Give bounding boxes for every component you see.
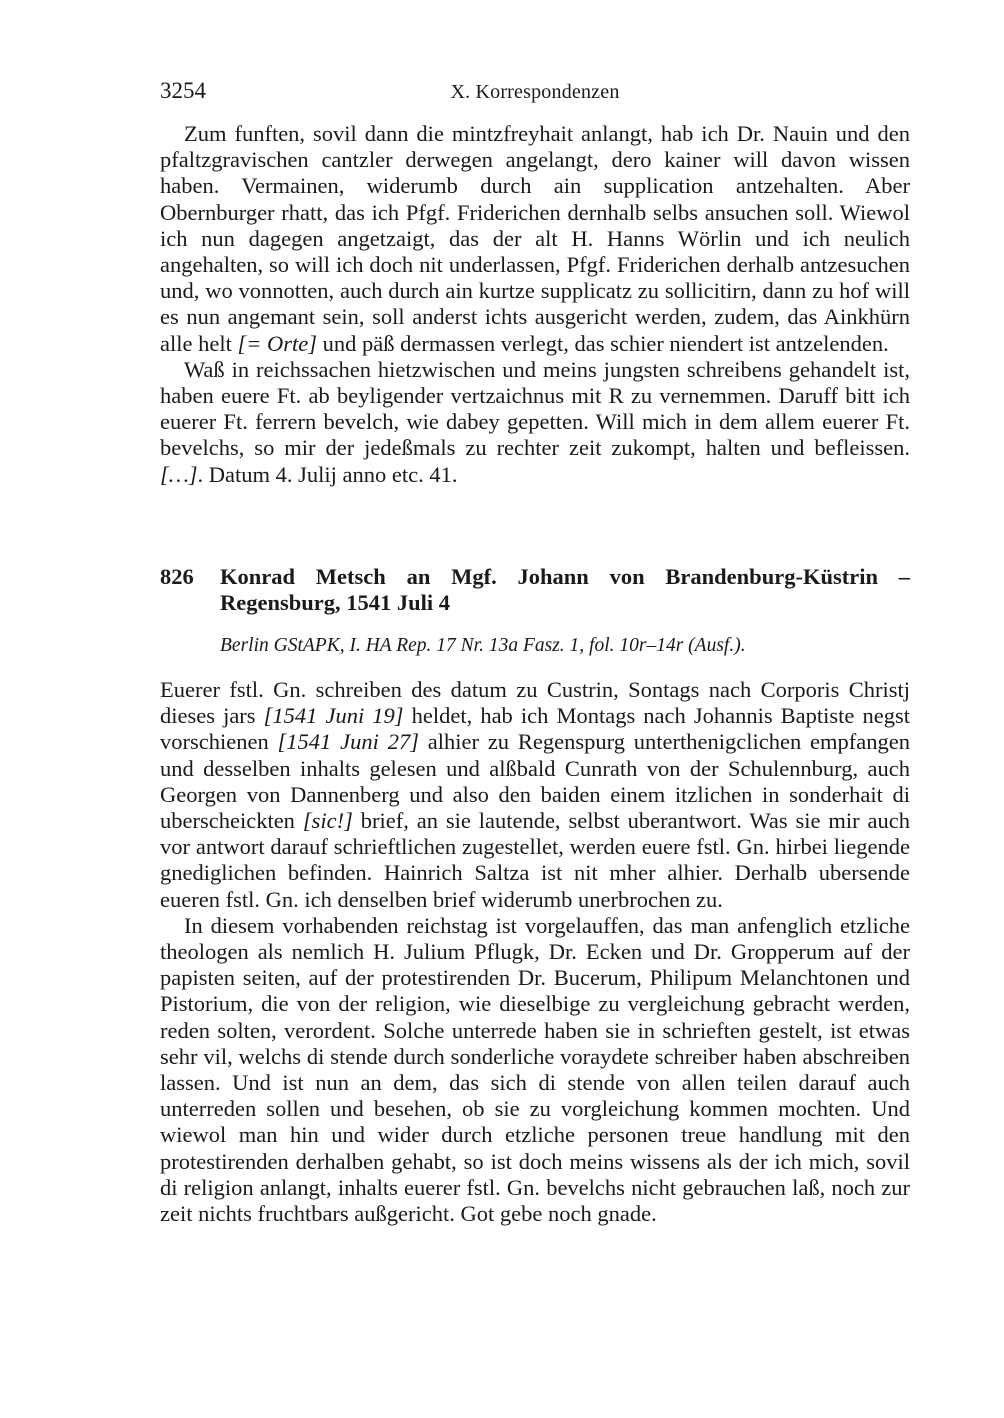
paragraph bbox=[160, 913, 910, 1227]
paragraph bbox=[160, 677, 910, 913]
text-run: und päß dermassen verlegt, das schier niendert ist antzelenden. bbox=[317, 330, 889, 356]
running-head: X. Korrespondenzen bbox=[450, 81, 620, 103]
document-heading bbox=[160, 564, 910, 616]
text-run: In diesem vorhabenden reichstag ist vorgelauffen, das man anfenglich etzliche theologen als nemlich H. Julium Pflugk, Dr. Ecken und Dr. Gropperum auf der papisten seiten, auf der protestirenden Dr. Bucerum, Philipum Melanchtonen und Pistorium, die von der religion, wie dieselbige zu vergleichung gebracht werden, reden solten, verordent. Solche unterrede haben sie in schrieften gestelt, ist etwas sehr vil, welchs di stende durch sonderliche voraydete schreiber haben abschreiben lassen. Und ist nun an dem, das sich di stende von allen teilen darauf auch unterreden sollen und besehen, ob sie zu vorgleichung kommen mochten. Und wiewol man hin und wider durch etzliche personen treue handlung mit den protestirenden derhalben gehabt, so ist doch meins wissens als der ich mich, sovil di religion anlangt, inhalts euerer fstl. Gn. bevelchs nicht gebrauchen laß, noch zur zeit nichts fruchtbars außgericht. Got gebe noch gnade. bbox=[160, 912, 910, 1227]
editorial-note: [1541 Juni 27] bbox=[277, 729, 419, 755]
document-number: 826 bbox=[160, 564, 194, 589]
document-title: Konrad Metsch an Mgf. Johann von Brandenburg-Küstrin – Regensburg, 1541 Juli 4 bbox=[220, 564, 910, 616]
text-run: Zum funften, sovil dann die mintzfreyhait anlangt, hab ich Dr. Nauin und den pfaltzgravischen cantzler derwegen angelangt, dero kainer will davon wissen haben. Vermainen, widerumb durch ain supplication antzehalten. Aber Obernburger rhatt, das ich Pfgf. Friderichen dernhalb selbs ansuchen soll. Wiewol ich nun dagegen angetzaigt, das der alt H. Hanns Wörlin und ich neulich angehalten, so will ich doch nit underlassen, Pfgf. Friderichen derhalb antzesuchen und, wo vonnotten, auch durch ain kurtze supplicatz zu sollicitirn, dann zu hof will es nun angemant sein, soll anderst ichts ausgericht werden, zudem, das Ainkhürn alle helt bbox=[160, 121, 910, 356]
paragraph bbox=[160, 357, 910, 488]
paragraph bbox=[160, 121, 910, 357]
editorial-note: [sic!] bbox=[302, 808, 353, 834]
text-run: Waß in reichssachen hietzwischen und meins jungsten schreibens gehandelt ist, haben euere Ft. ab beyligender vertzaichnus mit R zu vernemmen. Daruff bitt ich euerer Ft. ferrern bevelch, wie dabey gepetten. Will mich in dem allem euerer Ft. bevelchs, so mir der jedeßmals zu rechter zeit zukompt, halten und befleissen. bbox=[160, 356, 910, 461]
editorial-note: […] bbox=[160, 461, 198, 487]
editorial-note: [1541 Juni 19] bbox=[263, 703, 404, 729]
page-header bbox=[160, 78, 910, 108]
text-run: heldet, hab ich Montags nach Johannis Baptiste negst vorschienen bbox=[160, 703, 910, 755]
text-run: alhier zu Regenspurg unterthenigclichen empfangen und desselben inhalts gelesen und alßbald Cunrath von der Schulennburg, auch Georgen von Dannenberg und also den baiden einem itzlichen in sonderhait di uberscheickten bbox=[160, 729, 910, 834]
text-run: brief, an sie lautende, selbst uberantwort. Was sie mir auch vor antwort darauf schrieftlichen zugestellet, werden euere fstl. Gn. hirbei liegende gnediglichen befinden. Hainrich Saltza ist nit mher alhier. Derhalb ubersende eueren fstl. Gn. ich denselben brief widerumb unerbrochen zu. bbox=[160, 808, 910, 912]
text-run: Euerer fstl. Gn. schreiben des datum zu Custrin, Sontags nach Corporis Christj dieses jars bbox=[160, 677, 910, 729]
letter-body bbox=[160, 677, 910, 1227]
source-citation: Berlin GStAPK, I. HA Rep. 17 Nr. 13a Fasz. 1, fol. 10r–14r (Ausf.). bbox=[220, 635, 746, 656]
page-number: 3254 bbox=[160, 78, 206, 103]
text-run: . Datum 4. Julij anno etc. 41. bbox=[197, 461, 458, 487]
editorial-note: [= Orte] bbox=[237, 330, 318, 356]
letter-continuation bbox=[160, 121, 910, 488]
